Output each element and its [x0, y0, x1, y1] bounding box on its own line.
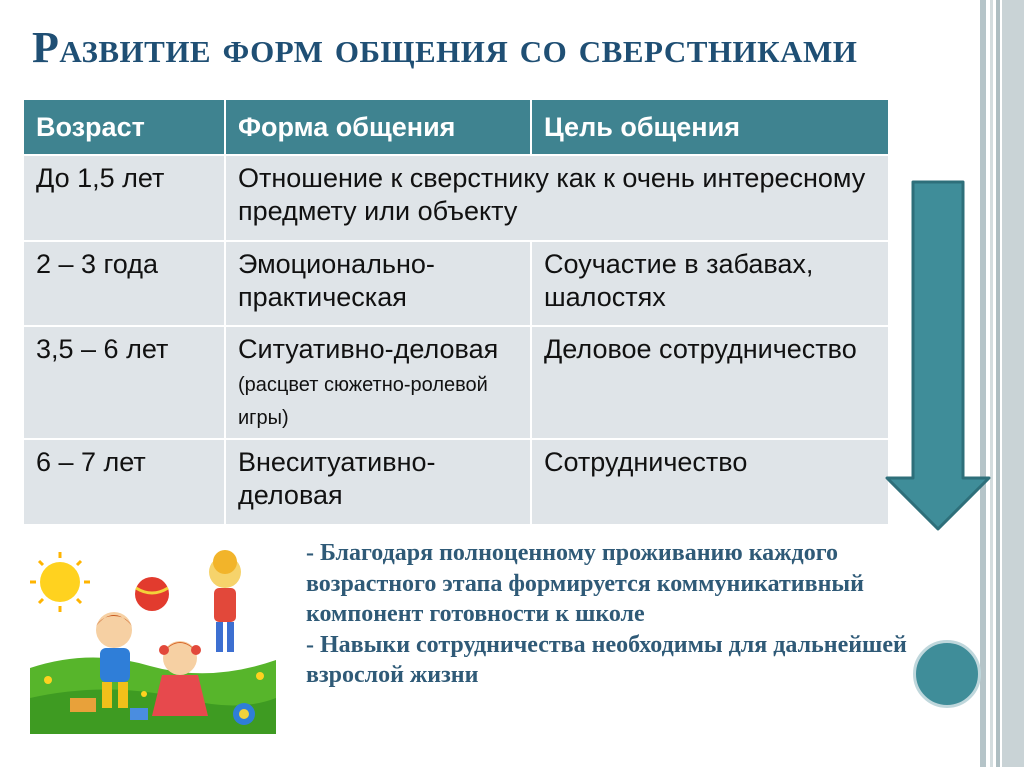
children-playing-illustration [30, 548, 276, 734]
cell-goal: Сотрудничество [531, 439, 889, 525]
cell-form-note: (расцвет сюжетно-ролевой игры) [238, 374, 488, 429]
circle-icon [913, 640, 981, 708]
cell-goal: Деловое сотрудничество [531, 326, 889, 439]
down-arrow-icon [884, 180, 992, 532]
notes-block [306, 538, 946, 691]
cell-age: 2 – 3 года [23, 241, 225, 326]
frame-bar-outer [1002, 0, 1024, 767]
frame-bar-stripe-3 [996, 0, 1000, 767]
table-row [23, 241, 889, 326]
cell-form-merged: Отношение к сверстнику как к очень интересному предмету или объекту [225, 155, 889, 241]
table-row [23, 155, 889, 241]
slide-title: Развитие форм общения со сверстниками [32, 23, 858, 72]
header-goal: Цель общения [531, 99, 889, 155]
cell-age: До 1,5 лет [23, 155, 225, 241]
cell-age: 3,5 – 6 лет [23, 326, 225, 439]
table-row [23, 326, 889, 439]
header-form: Форма общения [225, 99, 531, 155]
cell-goal: Соучастие в забавах, шалостях [531, 241, 889, 326]
cell-form: Эмоционально-практическая [225, 241, 531, 326]
table-row [23, 439, 889, 525]
note-item: - Благодаря полноценному проживанию каждого возрастного этапа формируется коммуникативный компонент готовности к школе [306, 540, 864, 627]
communication-forms-table [22, 98, 890, 526]
header-age: Возраст [23, 99, 225, 155]
cell-form-text: Ситуативно-деловая [238, 334, 499, 364]
table-header-row [23, 99, 889, 155]
cell-form: Внеситуативно-деловая [225, 439, 531, 525]
cell-form [225, 326, 531, 439]
note-item: - Навыки сотрудничества необходимы для дальнейшей взрослой жизни [306, 631, 907, 688]
cell-age: 6 – 7 лет [23, 439, 225, 525]
